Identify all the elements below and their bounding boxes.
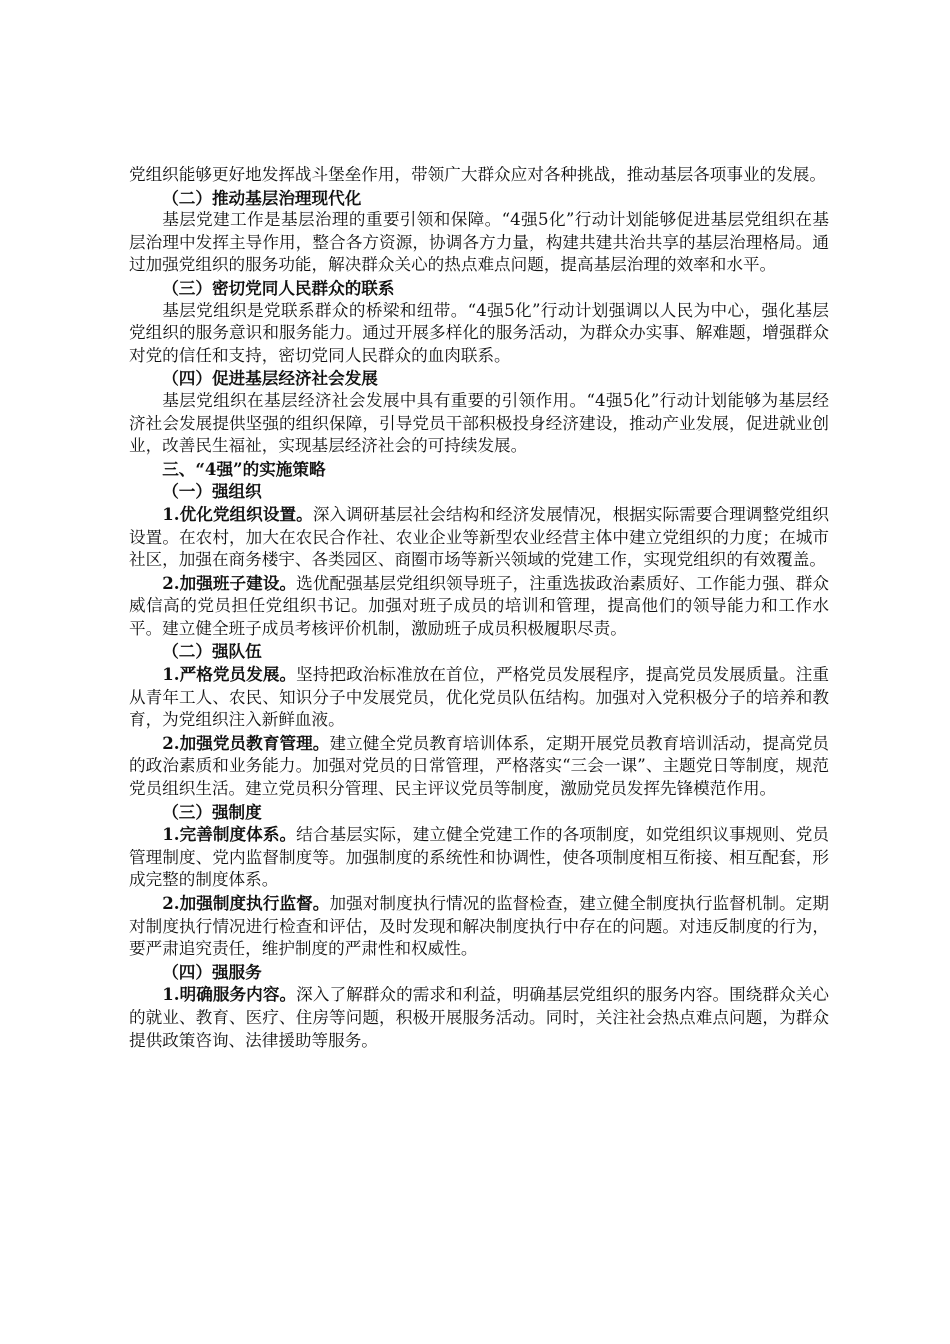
paragraph-lead: 1.优化党组织设置。 bbox=[162, 503, 313, 524]
section-heading: （二）强队伍 bbox=[162, 641, 262, 662]
paragraph-lead: 1.明确服务内容。 bbox=[162, 984, 297, 1005]
paragraph-lead: 1.完善制度体系。 bbox=[162, 824, 297, 845]
paragraph-text: 选优配强基层党组织领导班子，注重选拔政治素质好、工作能力强、群众威信高的党员担任党组织书记。加强对班子成员的培训和管理，提高他们的领导能力和工作水平。建立健全班子成员考核评价机制，激励班子成员积极履职尽责。 bbox=[129, 573, 830, 638]
paragraph-lead: 2.加强班子建设。 bbox=[162, 572, 297, 593]
chapter-heading: 三、“4强”的实施策略 bbox=[162, 458, 326, 479]
paragraph-text: 深入调研基层社会结构和经济发展情况，根据实际需要合理调整党组织设置。在农村，加大在农民合作社、农业企业等新型农业经营主体中建立党组织的力度；在城市社区，加强在商务楼宇、各类园区、商圈市场等新兴领域的党建工作，实现党组织的有效覆盖。 bbox=[129, 504, 830, 570]
section-heading: （四）强服务 bbox=[162, 961, 262, 982]
paragraph-text: 坚持把政治标准放在首位，严格党员发展程序，提高党员发展质量。注重从青年工人、农民、知识分子中发展党员，优化党员队伍结构。加强对入党积极分子的培养和教育，为党组织注入新鲜血液。 bbox=[129, 665, 830, 730]
paragraph-lead: 2.加强制度执行监督。 bbox=[162, 893, 330, 913]
paragraph bbox=[129, 823, 829, 892]
paragraph: 基层党组织是党联系群众的桥梁和纽带。“4强5化”行动计划强调以人民为中心，强化基层党组织的服务意识和服务能力。通过开展多样化的服务活动，为群众办实事、解难题，增强群众对党的信任和支持，密切党同人民群众的血肉联系。 bbox=[129, 300, 829, 365]
paragraph bbox=[129, 503, 829, 572]
section-heading: （三）强制度 bbox=[162, 801, 262, 822]
paragraph bbox=[129, 732, 829, 801]
document-page bbox=[129, 164, 829, 1052]
paragraph-lead: 2.加强党员教育管理。 bbox=[162, 732, 330, 753]
paragraph bbox=[129, 892, 829, 961]
paragraph-text: 结合基层实际，建立健全党建工作的各项制度，如党组织议事规则、党员管理制度、党内监督制度等。加强制度的系统性和协调性，使各项制度相互衔接、相互配套，形成完整的制度体系。 bbox=[129, 825, 830, 890]
paragraph-text: 加强对制度执行情况的监督检查，建立健全制度执行监督机制。定期对制度执行情况进行检查和评估，及时发现和解决制度执行中存在的问题。对违反制度的行为，要严肃追究责任，维护制度的严肃性和权威性。 bbox=[129, 894, 829, 959]
paragraph-lead: 1.严格党员发展。 bbox=[162, 664, 297, 685]
section-heading: （二）推动基层治理现代化 bbox=[162, 187, 362, 208]
paragraph-text: 建立健全党员教育培训体系，定期开展党员教育培训活动，提高党员的政治素质和业务能力。加强对党员的日常管理，严格落实“三会一课”、主题党日等制度，规范党员组织生活。建立党员积分管理、民主评议党员等制度，激励党员发挥先锋模范作用。 bbox=[129, 733, 829, 799]
paragraph bbox=[129, 983, 829, 1052]
paragraph-text: 深入了解群众的需求和利益，明确基层党组织的服务内容。围绕群众关心的就业、教育、医疗、住房等问题，积极开展服务活动。同时，关注社会热点难点问题，为群众提供政策咨询、法律援助等服务。 bbox=[129, 985, 830, 1050]
paragraph bbox=[129, 572, 829, 641]
section-heading: （一）强组织 bbox=[162, 481, 262, 502]
paragraph bbox=[129, 663, 829, 732]
paragraph: 基层党建工作是基层治理的重要引领和保障。“4强5化”行动计划能够促进基层党组织在基层治理中发挥主导作用，整合各方资源，协调各方力量，构建共建共治共享的基层治理格局。通过加强党组织的服务功能，解决群众关心的热点难点问题，提高基层治理的效率和水平。 bbox=[129, 210, 829, 275]
section-heading: （四）促进基层经济社会发展 bbox=[162, 368, 378, 389]
paragraph-continuation: 党组织能够更好地发挥战斗堡垒作用，带领广大群众应对各种挑战，推动基层各项事业的发展。 bbox=[129, 165, 826, 184]
paragraph: 基层党组织在基层经济社会发展中具有重要的引领作用。“4强5化”行动计划能够为基层经济社会发展提供坚强的组织保障，引导党员干部积极投身经济建设，推动产业发展，促进就业创业，改善民生福祉，实现基层经济社会的可持续发展。 bbox=[129, 390, 829, 456]
section-heading: （三）密切党同人民群众的联系 bbox=[162, 277, 395, 298]
